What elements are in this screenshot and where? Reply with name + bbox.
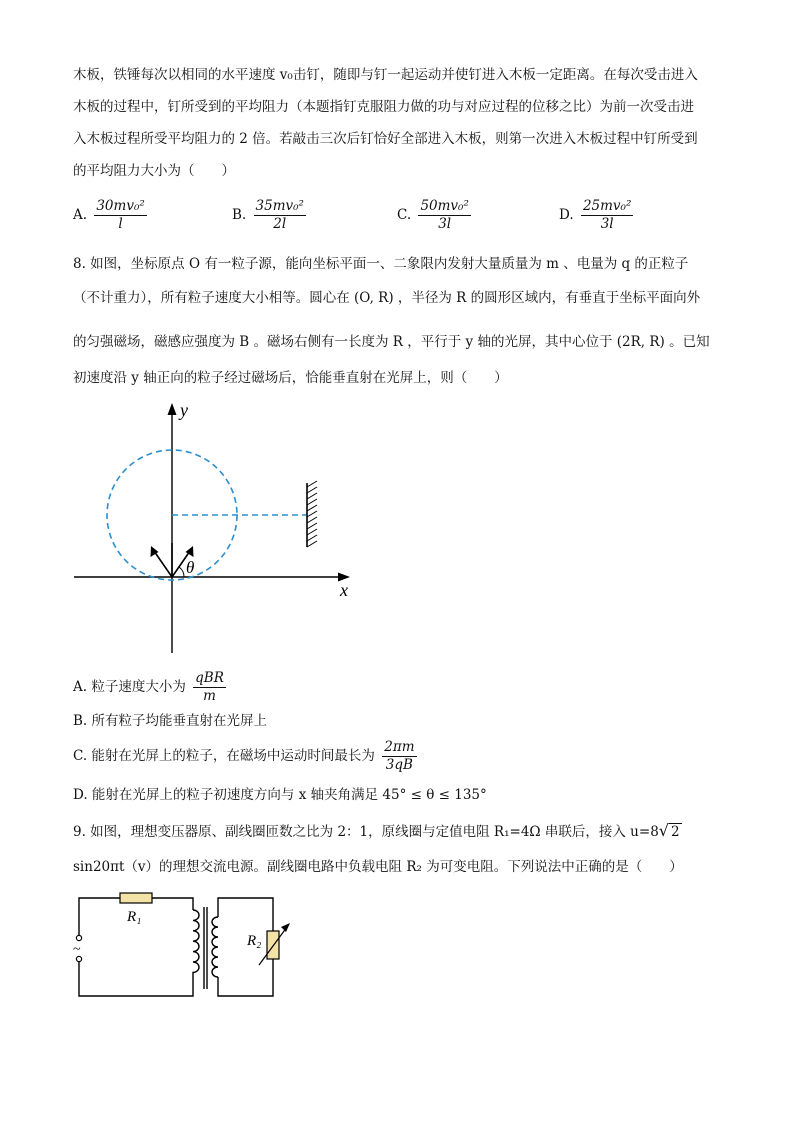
y-axis-arrow — [168, 403, 177, 415]
secondary-coil — [212, 917, 218, 977]
secondary-wire-top — [218, 898, 273, 931]
y-axis-label: y — [180, 400, 188, 420]
primary-coil — [193, 910, 199, 981]
x-axis-label: x — [340, 580, 348, 600]
option-fraction: $\frac{2\pi m}{3qB}$ — [384, 739, 415, 773]
option-label: C. — [397, 207, 412, 223]
transformer-circuit-diagram — [65, 885, 290, 1005]
q8-text-line-4: 初速度沿 y 轴正向的粒子经过磁场后，恰能垂直射在光屏上，则（ ） — [73, 370, 508, 386]
r1-label: R₁ — [127, 909, 142, 925]
option-fraction: $\frac{\text{50mv₀²}}{3l}$ — [420, 198, 469, 232]
q7-option-b — [232, 198, 309, 233]
option-label: B. — [232, 207, 247, 223]
q7-text-line-2: 木板的过程中，钉所受到的平均阻力（本题指钉克服阻力做的功与对应过程的位移之比）为前一次受击进 — [73, 99, 694, 115]
velocity-arrow-left — [154, 551, 172, 577]
q8-option-d: D. 能射在光屏上的粒子初速度方向与 x 轴夹角满足 45° ≤ θ ≤ 135° — [73, 787, 487, 803]
r2-label: R₂ — [247, 933, 262, 949]
q8-text-line-1: 8. 如图，坐标原点 O 有一粒子源，能向坐标平面一、二象限内发射大量质量为 m 、电量为 q 的正粒子 — [73, 256, 689, 272]
q7-option-c — [397, 198, 474, 233]
screen-hatching — [307, 481, 317, 547]
magnetic-field-diagram — [60, 395, 370, 660]
ac-source-symbol: ~ — [73, 942, 81, 957]
option-fraction: $\frac{\text{35mv₀²}}{2l}$ — [255, 198, 304, 232]
variable-arrowhead — [281, 923, 290, 932]
theta-arc — [179, 567, 184, 577]
q7-text-line-1: 木板，铁锤每次以相同的水平速度 v₀击钉，随即与钉一起运动并使钉进入木板一定距离。在每次受击进入 — [73, 67, 698, 83]
q8-option-b: B. 所有粒子均能垂直射在光屏上 — [73, 713, 268, 729]
option-label: A. — [73, 207, 88, 223]
q7-option-a — [73, 198, 150, 233]
option-label: D. — [559, 207, 574, 223]
q7-option-d — [559, 198, 636, 233]
sqrt-radicand: 2 — [670, 824, 680, 840]
q9-text-line-1: 9. 如图，理想变压器原、副线圈匝数之比为 2：1，原线圈与定值电阻 R₁=4Ω 串联后，接入 u=8√ 2 — [73, 821, 680, 840]
q8-text-line-2: （不计重力），所有粒子速度大小相等。圆心在 (O, R) ，半径为 R 的圆形区域内，有垂直于坐标平面向外 — [73, 290, 701, 306]
q8-option-a: A. 粒子速度大小为 $\frac{\text{qBR}}{m}$ — [73, 670, 224, 704]
source-terminal-top — [76, 935, 81, 940]
primary-wire-top-right — [152, 898, 193, 910]
resistor-r1 — [120, 893, 152, 903]
sqrt-symbol: √ — [658, 821, 669, 840]
option-fraction: $\frac{\text{qBR}}{m}$ — [195, 670, 224, 704]
q7-text-line-3: 入木板过程所受平均阻力的 2 倍。若敲击三次后钉恰好全部进入木板，则第一次进入木板过程中钉所受到 — [73, 131, 698, 147]
source-terminal-bottom — [76, 956, 81, 961]
primary-wire-bottom — [79, 961, 193, 996]
option-fraction: $\frac{\text{30mv₀²}}{l}$ — [96, 198, 145, 232]
q7-text-line-4: 的平均阻力大小为（ ） — [73, 163, 235, 179]
option-fraction: $\frac{\text{25mv₀²}}{3l}$ — [582, 198, 632, 232]
q8-text-line-3: 的匀强磁场，磁感应强度为 B 。磁场右侧有一长度为 R ，平行于 y 轴的光屏，其中心位于 (2R, R) 。已知 — [73, 334, 710, 350]
primary-wire-top-left — [79, 898, 120, 935]
q8-option-c: C. 能射在光屏上的粒子，在磁场中运动时间最长为 $\frac{2\pi m}{3qB}$ — [73, 739, 415, 773]
secondary-wire-bottom — [218, 959, 273, 996]
q9-text-line-2: sin20πt（v）的理想交流电源。副线圈电路中负载电阻 R₂ 为可变电阻。下列说法中正确的是（ ） — [73, 859, 683, 875]
theta-label: θ — [186, 558, 195, 577]
